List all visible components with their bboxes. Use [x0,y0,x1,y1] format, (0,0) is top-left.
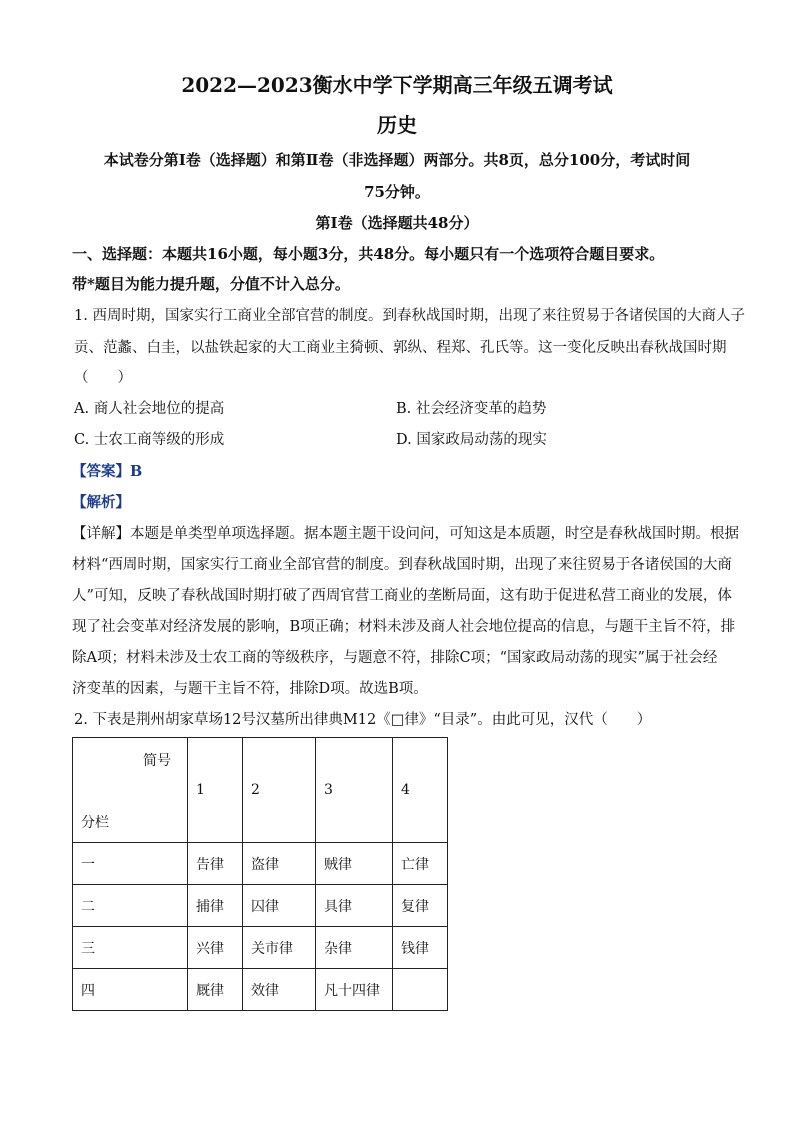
section-line-1: 一、选择题：本题共16小题，每小题3分，共48分。每小题只有一个选项符合题目要求。 [72,245,665,263]
column-header: 3 [316,738,393,843]
table-cell: 捕律 [188,885,243,927]
table-row [73,927,448,969]
table-cell: 具律 [316,885,393,927]
row-label: 一 [73,843,188,885]
table-cell: 凡十四律 [316,969,393,1011]
intro-line-1: 本试卷分第Ⅰ卷（选择题）和第Ⅱ卷（非选择题）两部分。共8页，总分100分，考试时间 [103,151,691,169]
table-cell: 盗律 [243,843,316,885]
q1-detail-line-4: 现了社会变革对经济发展的影响，B项正确；材料未涉及商人社会地位提高的信息，与题干主旨不符，排 [72,619,736,635]
table-row [73,843,448,885]
table-cell [393,969,448,1011]
intro-line-2: 75分钟。 [364,183,430,201]
row-label: 三 [73,927,188,969]
corner-top-label: 简号 [143,753,171,769]
table-cell: 亡律 [393,843,448,885]
table-cell: 贼律 [316,843,393,885]
subject-title: 历史 [377,113,417,137]
corner-bottom-label: 分栏 [81,815,109,831]
q2-stem: 2. 下表是荆州胡家草场12号汉墓所出律典M12《□律》“目录”。由此可见，汉代（ ） [74,712,652,728]
table-row [73,885,448,927]
table-cell: 厩律 [188,969,243,1011]
q1-option-b: B. 社会经济变革的趋势 [396,401,547,417]
column-header: 2 [243,738,316,843]
q1-detail-line-6: 济变革的因素，与题干主旨不符，排除D项。故选B项。 [72,681,428,697]
table-row [73,969,448,1011]
column-header: 4 [393,738,448,843]
part-title: 第Ⅰ卷（选择题共48分） [315,214,479,232]
q1-option-c: C. 士农工商等级的形成 [74,432,225,448]
table-cell: 钱律 [393,927,448,969]
section-line-2: 带*题目为能力提升题，分值不计入总分。 [72,275,350,293]
q1-detail-line-1: 【详解】本题是单类型单项选择题。据本题主题干设问问，可知这是本质题，时空是春秋战国时期。根据 [72,526,739,542]
q1-stem-line-1: 1. 西周时期，国家实行工商业全部官营的制度。到春秋战国时期，出现了来往贸易于各诸侯国的大商人子 [74,308,745,324]
table-cell: 效律 [243,969,316,1011]
table-cell: 囚律 [243,885,316,927]
table-cell: 复律 [393,885,448,927]
q1-option-d: D. 国家政局动荡的现实 [396,432,547,448]
q1-answer: 【答案】B [72,463,143,480]
table-corner-cell [73,738,188,843]
row-label: 四 [73,969,188,1011]
q1-detail-line-2: 材料“西周时期，国家实行工商业全部官营的制度。到春秋战国时期，出现了来往贸易于各诸侯国的大商 [72,557,732,573]
exam-title: 2022—2023衡水中学下学期高三年级五调考试 [181,73,613,97]
row-label: 二 [73,885,188,927]
q1-detail-line-5: 除A项；材料未涉及士农工商的等级秩序，与题意不符，排除C项；“国家政局动荡的现实”属于社会经 [72,650,718,666]
law-catalog-table [72,737,448,1011]
table-header-row [73,738,448,843]
q1-detail-line-3: 人”可知，反映了春秋战国时期打破了西周官营工商业的垄断局面，这有助于促进私营工商业的发展，体 [72,588,732,604]
table-cell: 兴律 [188,927,243,969]
q1-stem-line-3: （ ） [74,370,132,386]
q1-stem-line-2: 贡、范蠡、白圭，以盐铁起家的大工商业主猗顿、郭纵、程郑、孔氏等。这一变化反映出春秋战国时期 [74,340,727,356]
table-cell: 关市律 [243,927,316,969]
column-header: 1 [188,738,243,843]
table-cell: 杂律 [316,927,393,969]
q1-analysis-label: 【解析】 [72,494,130,511]
table-cell: 告律 [188,843,243,885]
q1-option-a: A. 商人社会地位的提高 [74,401,225,417]
